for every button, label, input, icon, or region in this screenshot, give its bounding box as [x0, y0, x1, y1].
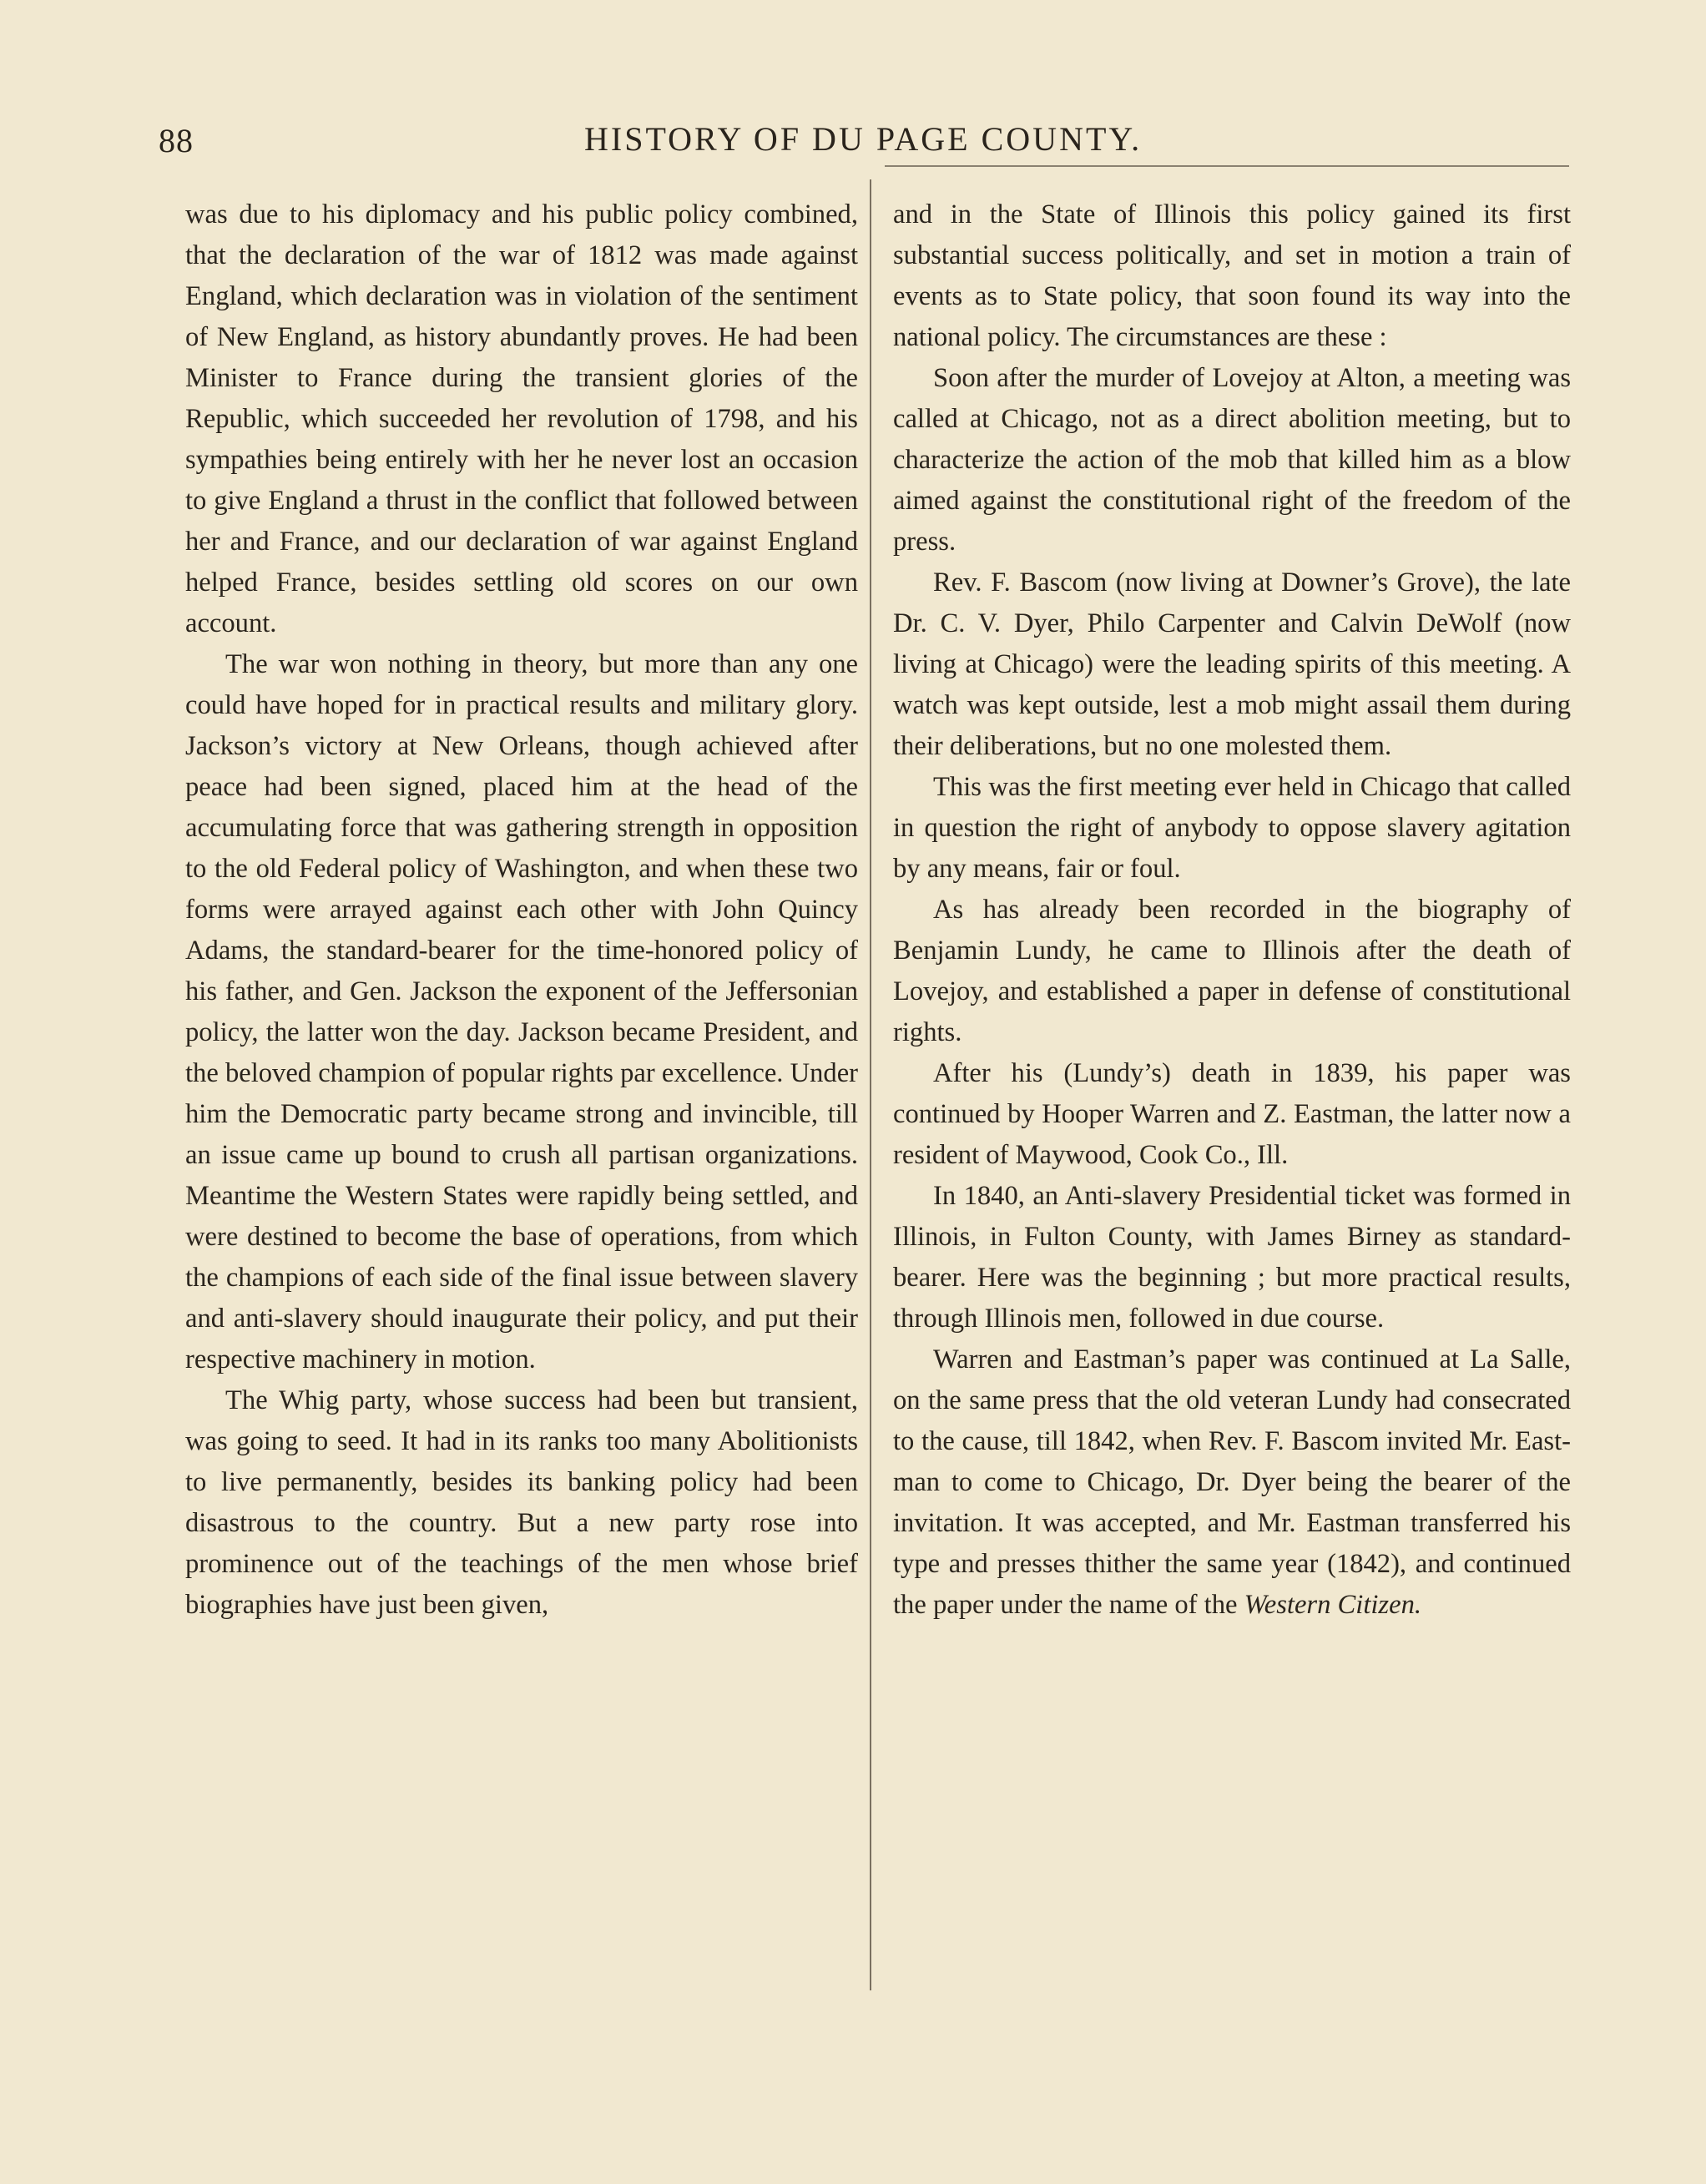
paragraph: Soon after the murder of Lovejoy at Alton, a meeting was called at Chicago, not as a direct abolition meeting, but to characterize the action of the mob that killed him as a blow aimed against the constitutional right of the freedom of the press.: [893, 363, 1571, 557]
right-column: [893, 194, 1571, 1626]
paragraph: After his (Lundy’s) death in 1839, his paper was continued by Hooper Warren and Z. Eastman, the latter now a resident of Maywood, Cook Co., Ill.: [893, 1058, 1571, 1170]
left-column: [185, 194, 858, 1626]
page-number: 88: [159, 122, 194, 159]
paragraph: Rev. F. Bascom (now living at Downer’s Grove), the late Dr. C. V. Dyer, Philo Carpenter and Calvin DeWolf (now living at Chicago) were the leading spirits of this meeting. A watch was kept outside, lest a mob might assail them during their deliberations, but no one molested them.: [893, 567, 1571, 761]
paragraph-text: Warren and Eastman’s paper was continued at La Salle, on the same press that the old veteran Lundy had consecrated to the cause, till 1842, when Rev. F. Bascom invited Mr. Eastman to come to Chicago, Dr. Dyer being the bearer of the invitation. It was accepted, and Mr. Eastman transferred his type and presses thither the same year (1842), and continued the paper under the name of the: [893, 1344, 1571, 1620]
paragraph: [893, 1339, 1571, 1626]
paragraph: and in the State of Illinois this policy gained its first substantial success politically, and set in motion a train of events as to State policy, that soon found its way into the national policy. The circumstances are these :: [893, 199, 1571, 352]
paragraph: The war won nothing in theory, but more than any one could have hoped for in practical results and military glory. Jackson’s victory at New Orleans, though achieved after peace had been signed, placed him at the head of the accumulating force that was gathering strength in opposition to the old Federal policy of Washington, and when these two forms were arrayed against each other with John Quincy Adams, the standard-bearer for the time-honored policy of his father, and Gen. Jackson the exponent of the Jeffersonian policy, the latter won the day. Jackson became President, and the beloved champion of popular rights par excellence. Under him the Democratic party became strong and invincible, till an issue came up bound to crush all partisan organizations. Meantime the Western States were rapidly being settled, and were destined to become the base of operations, from which the champions of each side of the final issue between slavery and anti-slavery should inaugurate their policy, and put their respective machinery in motion.: [185, 649, 859, 1374]
paragraph: In 1840, an Anti-slavery Presidential ticket was formed in Illinois, in Fulton County, with James Birney as standard-bearer. Here was the beginning ; but more practical results, through Illinois men, followed in due course.: [893, 1181, 1571, 1334]
paragraph: As has already been recorded in the biography of Benjamin Lundy, he came to Illinois after the death of Lovejoy, and established a paper in defense of constitutional rights.: [893, 895, 1571, 1047]
paragraph: was due to his diplomacy and his public policy combined, that the declaration of the war of 1812 was made against England, which declaration was in violation of the sentiment of New England, as history abundantly proves. He had been Minister to France during the transient glories of the Republic, which succeeded her revolution of 1798, and his sympathies being entirely with her he never lost an occasion to give England a thrust in the conflict that followed between her and France, and our declaration of war against England helped France, besides settling old scores on our own account.: [185, 199, 858, 638]
header-rule: [885, 165, 1569, 167]
column-divider: [870, 179, 871, 1990]
running-title: HISTORY OF DU PAGE COUNTY.: [584, 120, 1143, 158]
newspaper-title: Western Citizen.: [1244, 1590, 1422, 1620]
paragraph: The Whig party, whose success had been but transient, was going to seed. It had in its ranks too many Abolitionists to live permanently, besides its banking policy had been disastrous to the country. But a new party rose into prominence out of the teachings of the men whose brief biographies have just been given,: [185, 1385, 858, 1620]
paragraph: This was the first meeting ever held in Chicago that called in question the right of anybody to oppose slavery agitation by any means, fair or foul.: [893, 772, 1571, 884]
